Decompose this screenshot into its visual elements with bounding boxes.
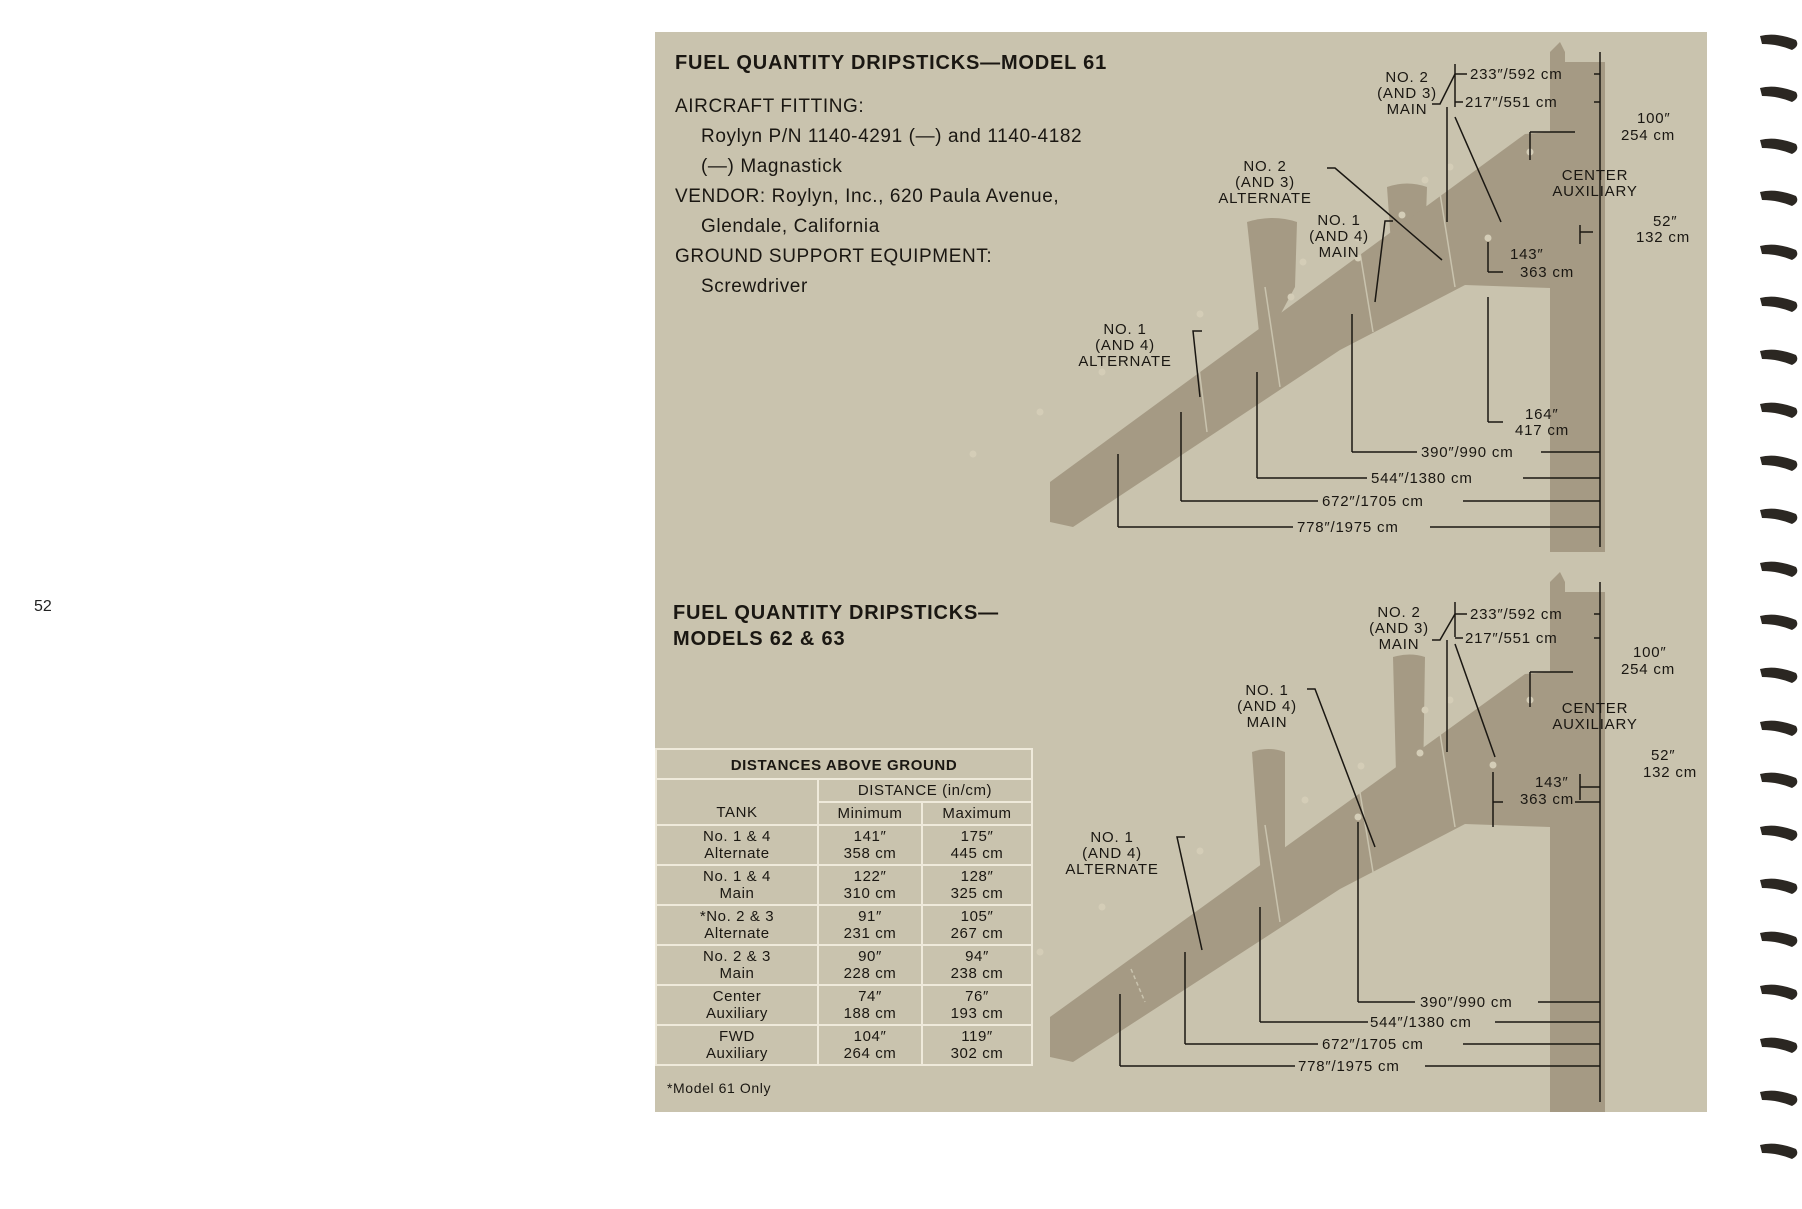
section1-body xyxy=(675,92,1082,302)
min-cell: 90″ 228 cm xyxy=(818,945,922,985)
binding-ring xyxy=(1756,874,1802,898)
binding-ring xyxy=(1756,927,1802,951)
drip-point xyxy=(1099,904,1106,911)
label-217: 217″/551 cm xyxy=(1465,94,1558,111)
binding-ring xyxy=(1756,398,1802,422)
tank-cell: No. 2 & 3 Main xyxy=(656,945,818,985)
ground-support-label: GROUND SUPPORT EQUIPMENT: xyxy=(675,246,993,267)
binding-ring xyxy=(1756,134,1802,158)
drip-point xyxy=(1302,797,1309,804)
label-no2-main: NO. 2 (AND 3) MAIN xyxy=(1377,69,1437,118)
label-417: 417 cm xyxy=(1515,422,1569,439)
label-363: 363 cm xyxy=(1520,264,1574,281)
max-cell: 105″ 267 cm xyxy=(922,905,1032,945)
binding-ring xyxy=(1756,980,1802,1004)
binding-ring xyxy=(1756,82,1802,106)
binding-ring xyxy=(1756,240,1802,264)
label-52: 52″ xyxy=(1653,213,1678,230)
drip-point xyxy=(1399,212,1406,219)
min-cell: 91″ 231 cm xyxy=(818,905,922,945)
label-center-aux: CENTER AUXILIARY xyxy=(1552,700,1638,733)
binding-ring xyxy=(1756,345,1802,369)
section2-title-line1: FUEL QUANTITY DRIPSTICKS— xyxy=(673,602,999,624)
label-544: 544″/1380 cm xyxy=(1371,470,1473,487)
label-100: 100″ xyxy=(1633,644,1667,661)
drip-point xyxy=(1037,949,1044,956)
max-cell: 128″ 325 cm xyxy=(922,865,1032,905)
tank-header: TANK xyxy=(656,779,818,825)
section2-title-line2: MODELS 62 & 63 xyxy=(673,628,846,650)
vendor-line2: Glendale, California xyxy=(701,216,880,237)
binding-ring xyxy=(1756,1139,1802,1163)
drip-point xyxy=(1355,814,1362,821)
drip-point xyxy=(1288,294,1295,301)
label-132: 132 cm xyxy=(1636,229,1690,246)
label-544: 544″/1380 cm xyxy=(1370,1014,1472,1031)
label-390: 390″/990 cm xyxy=(1420,994,1513,1011)
table-row xyxy=(656,985,1032,1025)
label-233: 233″/592 cm xyxy=(1470,66,1563,83)
label-254: 254 cm xyxy=(1621,661,1675,678)
label-778: 778″/1975 cm xyxy=(1298,1058,1400,1075)
drip-point xyxy=(1417,750,1424,757)
binding-ring xyxy=(1756,768,1802,792)
table-row xyxy=(656,945,1032,985)
binding-ring xyxy=(1756,451,1802,475)
content-panel xyxy=(655,32,1707,1112)
label-no1-alt: NO. 1 (AND 4) ALTERNATE xyxy=(1065,829,1159,878)
tank-cell: No. 1 & 4 Main xyxy=(656,865,818,905)
label-143: 143″ xyxy=(1535,774,1569,791)
tank-cell: Center Auxiliary xyxy=(656,985,818,1025)
label-390: 390″/990 cm xyxy=(1421,444,1514,461)
label-233: 233″/592 cm xyxy=(1470,606,1563,623)
max-cell: 175″ 445 cm xyxy=(922,825,1032,865)
binding-ring xyxy=(1756,610,1802,634)
label-672: 672″/1705 cm xyxy=(1322,1036,1424,1053)
binding-ring xyxy=(1756,292,1802,316)
distance-header: DISTANCE (in/cm) xyxy=(818,779,1032,802)
fuselage-shape-1 xyxy=(1550,42,1605,552)
drip-point xyxy=(1485,235,1492,242)
drip-point xyxy=(970,451,977,458)
table-footnote: *Model 61 Only xyxy=(667,1080,772,1096)
max-cell: 76″ 193 cm xyxy=(922,985,1032,1025)
binding-ring xyxy=(1756,504,1802,528)
label-217: 217″/551 cm xyxy=(1465,630,1558,647)
binding-ring xyxy=(1756,30,1802,54)
binding-ring xyxy=(1756,1086,1802,1110)
label-672: 672″/1705 cm xyxy=(1322,493,1424,510)
drip-point xyxy=(1197,848,1204,855)
table-caption: DISTANCES ABOVE GROUND xyxy=(656,749,1032,779)
label-center-aux: CENTER AUXILIARY xyxy=(1552,167,1638,200)
table-row xyxy=(656,1025,1032,1065)
table-row xyxy=(656,905,1032,945)
label-100: 100″ xyxy=(1637,110,1671,127)
max-cell: 94″ 238 cm xyxy=(922,945,1032,985)
binding-ring xyxy=(1756,557,1802,581)
drip-point xyxy=(1422,177,1429,184)
label-no1-main: NO. 1 (AND 4) MAIN xyxy=(1309,212,1369,261)
diagram-models-62-63 xyxy=(972,572,1698,1112)
binding-ring xyxy=(1756,821,1802,845)
label-no2-alt: NO. 2 (AND 3) ALTERNATE xyxy=(1218,158,1312,207)
label-254: 254 cm xyxy=(1621,127,1675,144)
aircraft-fitting-line1: Roylyn P/N 1140-4291 (—) and 1140-4182 xyxy=(701,126,1083,147)
label-143: 143″ xyxy=(1510,246,1544,263)
drip-point xyxy=(1037,409,1044,416)
table-row xyxy=(656,865,1032,905)
section1-title: FUEL QUANTITY DRIPSTICKS—MODEL 61 xyxy=(675,52,1108,74)
distances-table xyxy=(655,748,1033,1066)
aircraft-fitting-label: AIRCRAFT FITTING: xyxy=(675,96,865,117)
tank-cell: No. 1 & 4 Alternate xyxy=(656,825,818,865)
label-no2-main: NO. 2 (AND 3) MAIN xyxy=(1369,604,1429,653)
section2-title xyxy=(673,600,999,652)
max-cell: 119″ 302 cm xyxy=(922,1025,1032,1065)
tank-cell: *No. 2 & 3 Alternate xyxy=(656,905,818,945)
aircraft-fitting-line2: (—) Magnastick xyxy=(701,156,843,177)
min-cell: 122″ 310 cm xyxy=(818,865,922,905)
page-number: 52 xyxy=(34,598,52,615)
min-cell: 141″ 358 cm xyxy=(818,825,922,865)
binding-ring xyxy=(1756,716,1802,740)
ground-support-value: Screwdriver xyxy=(701,276,808,297)
table-row xyxy=(656,825,1032,865)
binding-ring xyxy=(1756,1033,1802,1057)
min-cell: 104″ 264 cm xyxy=(818,1025,922,1065)
label-132: 132 cm xyxy=(1643,764,1697,781)
drip-point xyxy=(1197,311,1204,318)
drip-point xyxy=(1490,762,1497,769)
tank-cell: FWD Auxiliary xyxy=(656,1025,818,1065)
label-363: 363 cm xyxy=(1520,791,1574,808)
drip-point xyxy=(1358,763,1365,770)
label-164: 164″ xyxy=(1525,406,1559,423)
label-no1-main: NO. 1 (AND 4) MAIN xyxy=(1237,682,1297,731)
min-cell: 74″ 188 cm xyxy=(818,985,922,1025)
binding-ring xyxy=(1756,186,1802,210)
min-header: Minimum xyxy=(818,802,922,825)
vendor-line1: VENDOR: Roylyn, Inc., 620 Paula Avenue, xyxy=(675,186,1060,207)
drip-point xyxy=(1422,707,1429,714)
drip-point xyxy=(1300,259,1307,266)
fuselage-shape-2 xyxy=(1550,572,1605,1112)
max-header: Maximum xyxy=(922,802,1032,825)
label-no1-alt: NO. 1 (AND 4) ALTERNATE xyxy=(1078,321,1172,370)
label-52: 52″ xyxy=(1651,747,1676,764)
label-778: 778″/1975 cm xyxy=(1297,519,1399,536)
binding-ring xyxy=(1756,663,1802,687)
